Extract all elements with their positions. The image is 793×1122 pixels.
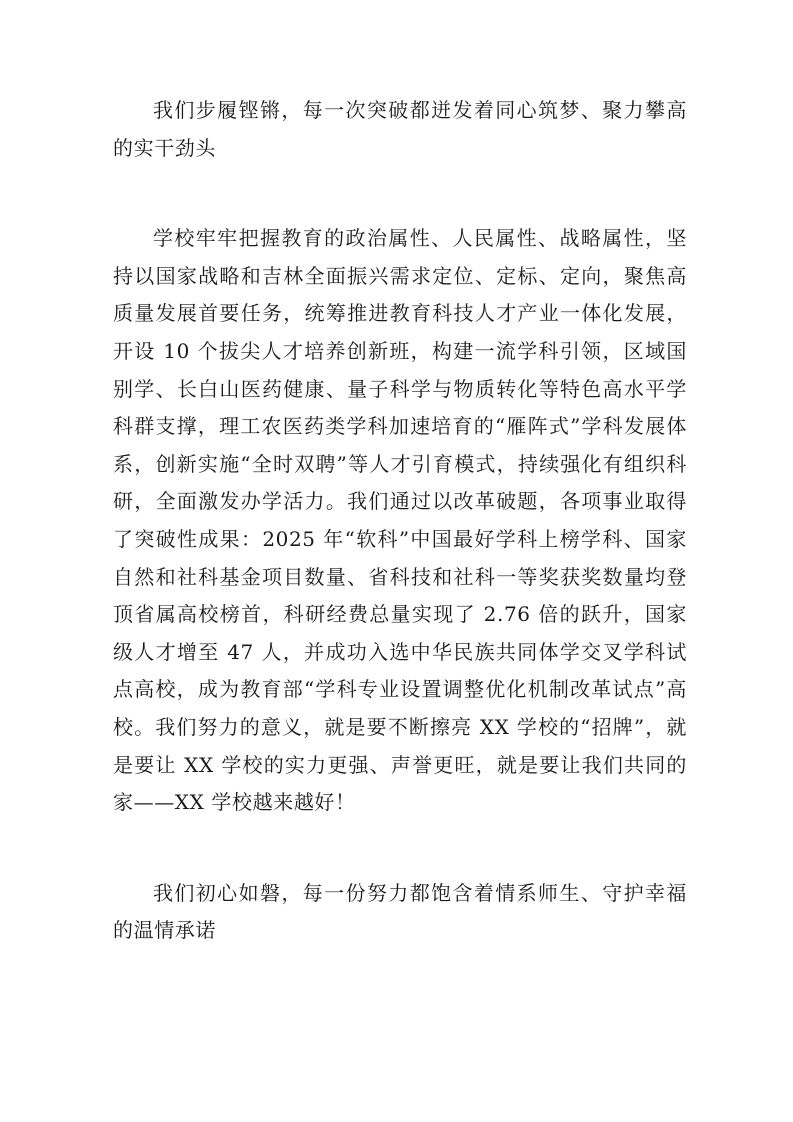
body-paragraph-1: 学校牢牢把握教育的政治属性、人民属性、战略属性，坚持以国家战略和吉林全面振兴需求定位、定标、定向，聚焦高质量发展首要任务，统筹推进教育科技人才产业一体化发展，开设 10 个拔尖人才培养创新班，构建一流学科引领，区域国别学、长白山医药健康、量子科学与物质转化等特色高水平学科群支撑，理工农医药类学科加速培育的“雁阵式”学科发展体系，创新实施“全时双聘”等人才引育模式，持续强化有组织科研，全面激发办学活力。我们通过以改革破题，各项事业取得了突破性成果：2025 年“软科”中国最好学科上榜学科、国家自然和社科基金项目数量、省科技和社科一等奖获奖数量均登顶省属高校榜首，科研经费总量实现了 2.76 倍的跃升，国家级人才增至 47 人，并成功入选中华民族共同体学交叉学科试点高校，成为教育部“学科专业设置调整优化机制改革试点”高校。我们努力的意义，就是要不断擦亮 XX 学校的“招牌”，就是要让 XX 学校的实力更强、声誉更旺，就是要让我们共同的家——XX 学校越来越好！	[113, 226, 687, 815]
document-content	[113, 92, 687, 950]
section-heading-2: 我们初心如磐，每一份努力都饱含着情系师生、守护幸福的温情承诺	[113, 880, 687, 943]
section-heading-1: 我们步履铿锵，每一次突破都迸发着同心筑梦、聚力攀高的实干劲头	[113, 98, 687, 160]
paragraph-gap	[113, 822, 687, 875]
paragraph-gap	[113, 167, 687, 220]
